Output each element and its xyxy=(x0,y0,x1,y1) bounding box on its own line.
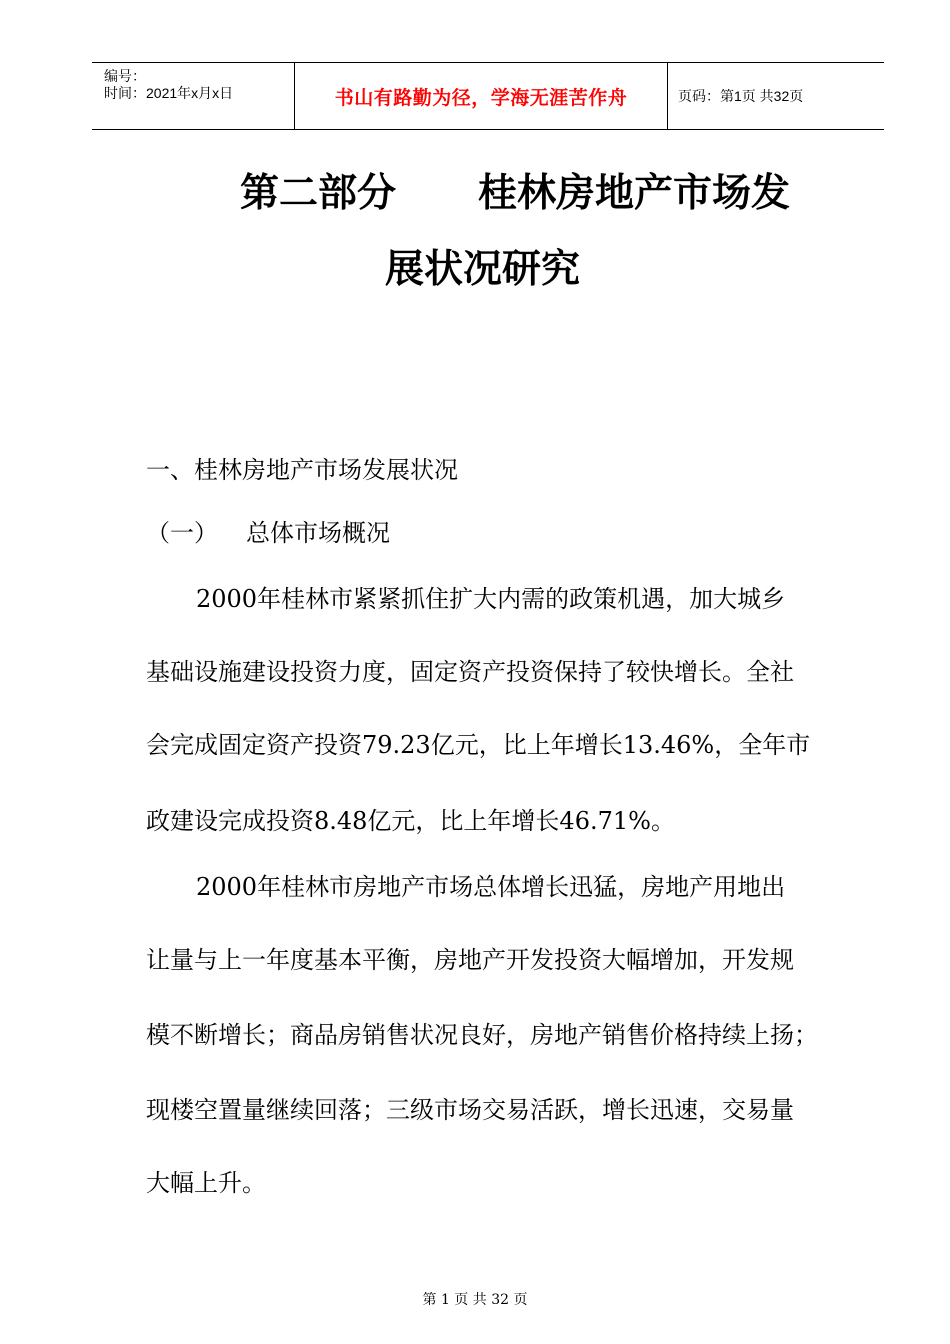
document-title-line2: 展状况研究 xyxy=(385,247,581,292)
paragraph-2-line-4: 现楼空置量继续回落；三级市场交易活跃，增长迅速，交易量 xyxy=(146,1096,794,1124)
subsection-number: （一） xyxy=(146,519,218,547)
section-heading: 一、桂林房地产市场发展状况 xyxy=(146,456,458,484)
header-motto-cell xyxy=(295,63,668,129)
paragraph-1-line-1: 2000年桂林市紧紧抓住扩大内需的政策机遇，加大城乡 xyxy=(196,585,786,613)
paragraph-1-line-3: 会完成固定资产投资79.23亿元，比上年增长13.46%，全年市 xyxy=(146,731,811,759)
paragraph-2-line-1: 2000年桂林市房地产市场总体增长迅猛，房地产用地出 xyxy=(196,873,786,901)
header-motto: 书山有路勤为径，学海无涯苦作舟 xyxy=(334,86,628,109)
paragraph-2-line-3: 模不断增长；商品房销售状况良好，房地产销售价格持续上扬； xyxy=(146,1021,818,1049)
document-time: 时间：2021年x月x日 xyxy=(104,85,234,101)
paragraph-2-line-2: 让量与上一年度基本平衡，房地产开发投资大幅增加，开发规 xyxy=(146,946,794,974)
paragraph-1-line-2: 基础设施建设投资力度，固定资产投资保持了较快增长。全社 xyxy=(146,658,794,686)
paragraph-1-line-4: 政建设完成投资8.48亿元，比上年增长46.71%。 xyxy=(146,807,675,835)
paragraph-2-line-5: 大幅上升。 xyxy=(146,1169,266,1197)
header-meta xyxy=(92,63,295,129)
subsection-heading xyxy=(146,518,390,548)
document-title-line1 xyxy=(240,162,790,218)
header-page-info: 页码：第1页 共32页 xyxy=(678,88,804,104)
title-part: 第二部分 xyxy=(240,171,397,216)
page-footer: 第 1 页 共 32 页 xyxy=(422,1292,528,1308)
subsection-title: 总体市场概况 xyxy=(246,519,390,547)
header-page-info-cell xyxy=(668,63,884,129)
page-header xyxy=(92,62,884,130)
document-number-label: 编号： xyxy=(104,68,146,84)
title-line1-text: 桂林房地产市场发 xyxy=(478,171,791,216)
